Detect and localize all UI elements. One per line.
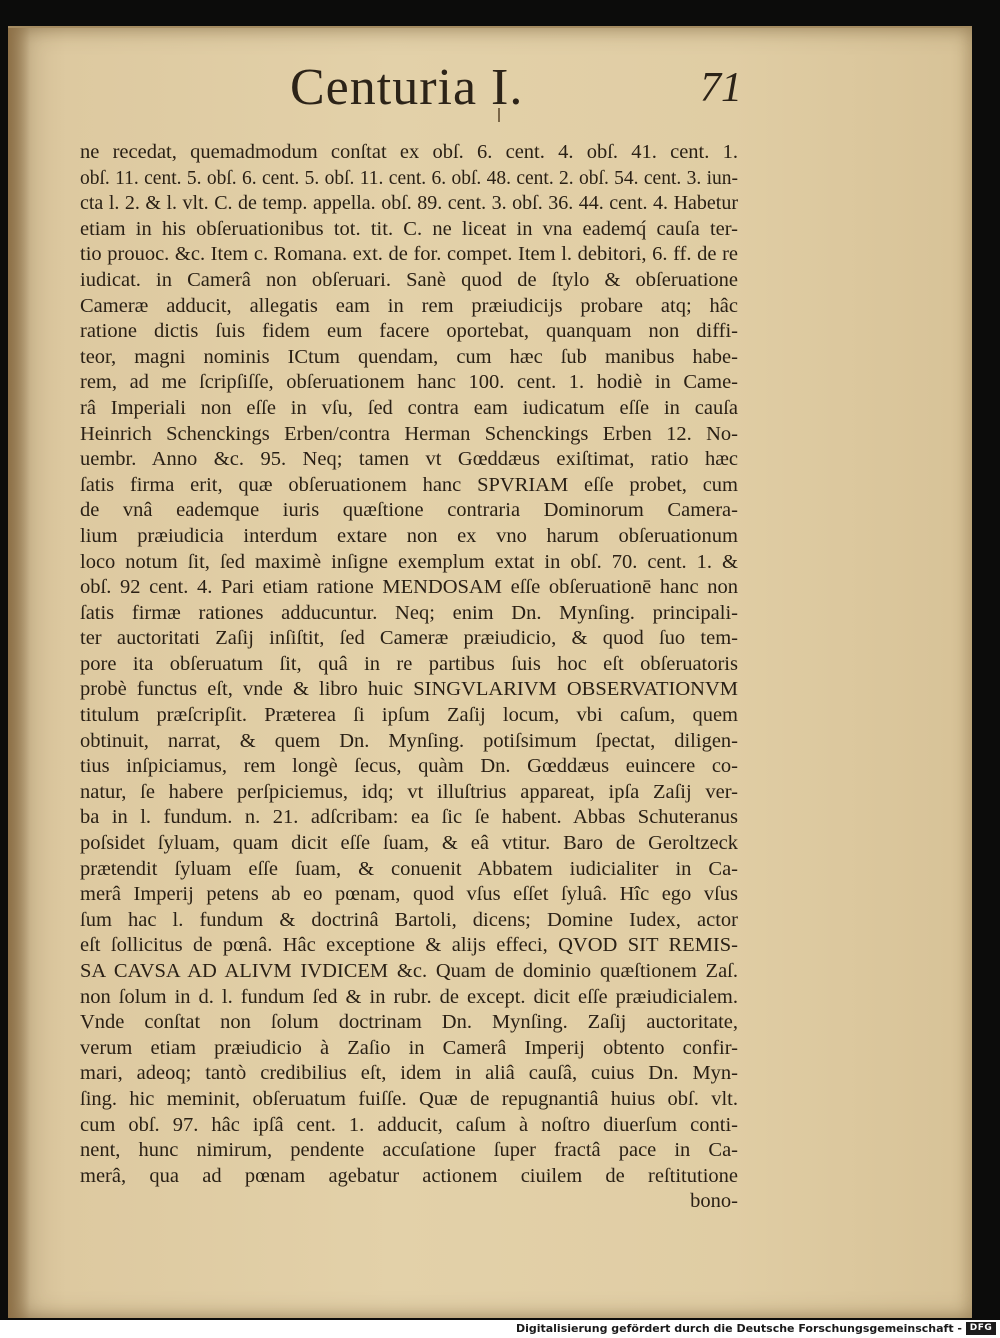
text-line: obſ. 11. cent. 5. obſ. 6. cent. 5. obſ. 11. cent. 6. obſ. 48. cent. 2. obſ. 54. cent. 3. iun-	[80, 167, 738, 189]
text-line: pore ita obſeruatum ſit, quâ in re partibus ſuis hoc eſt obſeruatoris	[80, 652, 738, 675]
text-line: rem, ad me ſcripſiſſe, obſeruationem hanc 100. cent. 1. hodiè in Came-	[80, 371, 738, 394]
text-line: ſatis firmæ rationes adducuntur. Neq; enim Dn. Mynſing. principali-	[80, 601, 738, 624]
text-line: ne recedat, quemadmodum conſtat ex obſ. 6. cent. 4. obſ. 41. cent. 1.	[80, 141, 738, 163]
text-line: probè functus eſt, vnde & libro huic SINGVLARIVM OBSERVATIONVM	[80, 678, 738, 701]
text-line: ſing. hic meminit, obſeruatum fuiſſe. Quæ de repugnantiâ huius obſ. vlt.	[80, 1087, 738, 1110]
text-line: teor, magni nominis ICtum quendam, cum hæc ſub manibus habe-	[80, 345, 738, 368]
text-line: loco notum ſit, ſed maximè inſigne exemplum extat in obſ. 70. cent. 1. &	[80, 550, 738, 573]
text-line: ter auctoritati Zaſij inſiſtit, ſed Cameræ præiudicio, & quod ſuo tem-	[80, 627, 738, 650]
text-line: verum etiam præiudicio à Zaſio in Camerâ Imperij obtento confir-	[80, 1036, 738, 1059]
text-line: natur, ſe habere perſpiciemus, idq; vt illuſtrius appareat, ipſa Zaſij ver-	[80, 780, 738, 803]
text-line: poſsidet ſyluam, quam dicit eſſe ſuam, & eâ vtitur. Baro de Geroltzeck	[80, 832, 738, 855]
text-line: tius inſpiciamus, rem longè ſecus, quàm Dn. Gœddæus euincere co-	[80, 755, 738, 778]
text-line: Heinrich Schenckings Erben/contra Herman Schenckings Erben 12. No-	[80, 422, 738, 445]
text-line: cta l. 2. & l. vlt. C. de temp. appella. obſ. 89. cent. 3. obſ. 36. 44. cent. 4. Habetur	[80, 192, 738, 215]
dfg-logo: DFG	[966, 1322, 996, 1335]
text-line: de vnâ eademque iuris quæſtione contraria Dominorum Camera-	[80, 499, 738, 522]
text-line: uembr. Anno &c. 95. Neq; tamen vt Gœddæus exiſtimat, ratio hæc	[80, 448, 738, 471]
text-line: titulum præſcripſit. Præterea ſi ipſum Zaſij locum, vbi caſum, quem	[80, 704, 738, 727]
running-head: Centuria I.	[290, 59, 524, 116]
page-header	[290, 50, 950, 130]
footer-credit: Digitalisierung gefördert durch die Deutsche Forschungsgemeinschaft -	[515, 1322, 962, 1335]
text-line: ba in l. fundum. n. 21. adſcribam: ea ſic ſe habent. Abbas Schuteranus	[80, 806, 738, 829]
text-line: prætendit ſyluam eſſe ſuam, & conuenit Abbatem iudicialiter in Ca-	[80, 857, 738, 880]
page-number: 71	[700, 65, 742, 111]
text-line: etiam in his obſeruationibus tot. tit. C. ne liceat in vna eademq́ cauſa ter-	[80, 217, 738, 240]
page-gutter-shadow	[8, 28, 30, 1318]
text-line: ſatis firma erit, quæ obſeruationem hanc SPVRIAM eſſe probet, cum	[80, 473, 738, 496]
text-line: nent, hunc nimirum, pendente accuſatione ſuper fractâ pace in Ca-	[80, 1139, 738, 1162]
text-line: obtinuit, narrat, & quem Dn. Mynſing. potiſsimum ſpectat, diligen-	[80, 729, 738, 752]
text-line: ratione dictis ſuis fidem eum facere oportebat, quanquam non diffi-	[80, 320, 738, 343]
body-text	[80, 140, 738, 1215]
text-line: SA CAVSA AD ALIVM IVDICEM &c. Quam de dominio quæſtionem Zaſ.	[80, 960, 738, 982]
text-line: râ Imperiali non eſſe in vſu, ſed contra eam iudicatum eſſe in cauſa	[80, 396, 738, 419]
text-line: bono-	[690, 1190, 738, 1213]
text-line: Cameræ adducit, allegatis eam in rem præiudicijs probare atq; hâc	[80, 294, 738, 317]
text-line: merâ Imperij petens ab eo pœnam, quod vſus eſſet ſyluâ. Hîc ego vſus	[80, 883, 738, 906]
text-line: ſum hac l. fundum & doctrinâ Bartoli, dicens; Domine Iudex, actor	[80, 908, 738, 931]
text-line: cum obſ. 97. hâc ipſâ cent. 1. adducit, caſum à noſtro diuerſum conti-	[80, 1113, 738, 1136]
text-line: tio prouoc. &c. Item c. Romana. ext. de for. compet. Item l. debitori, 6. ff. de re	[80, 243, 738, 266]
text-line: Vnde conſtat non ſolum doctrinam Dn. Mynſing. Zaſij auctoritate,	[80, 1011, 738, 1034]
text-line: non ſolum in d. l. fundum ſed & in rubr. de except. dicit eſſe præiudicialem.	[80, 985, 738, 1008]
text-line: mari, adeoq; tantò credibilius eſt, idem in aliâ cauſâ, cuius Dn. Myn-	[80, 1062, 738, 1085]
text-line: eſt ſollicitus de pœnâ. Hâc exceptione & alijs effeci, QVOD SIT REMIS-	[80, 934, 738, 957]
text-line: iudicat. in Camerâ non obſeruari. Sanè quod de ſtylo & obſeruatione	[80, 268, 738, 291]
text-line: obſ. 92 cent. 4. Pari etiam ratione MENDOSAM eſſe obſeruationē hanc non	[80, 576, 738, 599]
text-line: merâ, qua ad pœnam agebatur actionem ciuilem de reſtitutione	[80, 1164, 738, 1187]
text-line: lium præiudicia interdum extare non ex vno harum obſeruationum	[80, 524, 738, 547]
